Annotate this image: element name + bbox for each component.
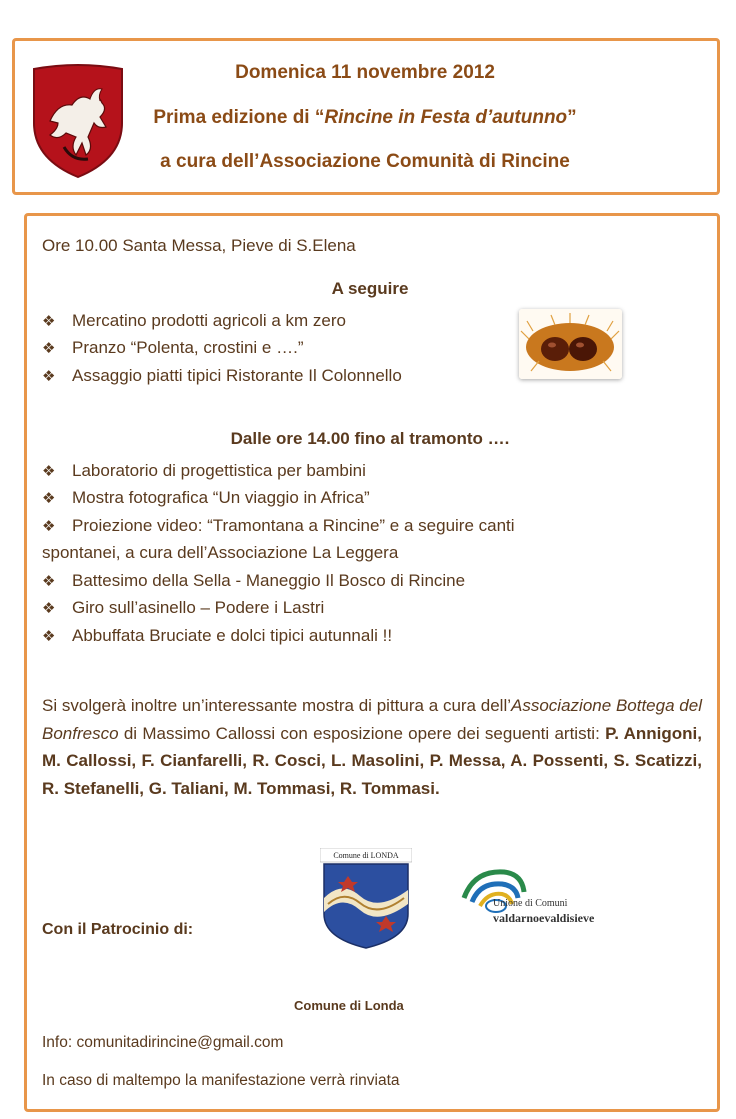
chestnut-photo — [519, 309, 622, 379]
afternoon-title: Dalle ore 14.00 fino al tramonto …. — [230, 429, 510, 448]
list-item: ❖ Mostra fotografica “Un viaggio in Africa” — [42, 488, 370, 507]
event-title — [100, 107, 630, 129]
londa-crest-icon — [320, 848, 412, 950]
list-item: ❖ Laboratorio di progettistica per bambini — [42, 461, 366, 480]
bullet-diamond-icon: ❖ — [42, 340, 56, 357]
exhibit-association: Associazione Bottega del Bonfresco — [42, 696, 702, 743]
unione-line1: Unione di Comuni — [493, 898, 568, 909]
weather-notice: In caso di maltempo la manifestazione verrà rinviata — [42, 1072, 400, 1089]
bullet-diamond-icon: ❖ — [42, 368, 56, 385]
list-item: ❖ Assaggio piatti tipici Ristorante Il Colonnello — [42, 366, 402, 385]
list-item: ❖ Proiezione video: “Tramontana a Rincine” e a seguire canti — [42, 516, 515, 535]
list-item: ❖ Pranzo “Polenta, crostini e ….” — [42, 338, 304, 357]
bullet-diamond-icon: ❖ — [42, 313, 56, 330]
following-title: A seguire — [331, 279, 409, 298]
list-item: ❖ Battesimo della Sella - Maneggio Il Bosco di Rincine — [42, 571, 466, 590]
bullet-diamond-icon: ❖ — [42, 600, 56, 617]
list-item: ❖ Mercatino prodotti agricoli a km zero — [42, 311, 347, 330]
event-date: Domenica 11 novembre 2012 — [235, 62, 495, 83]
bullet-diamond-icon: ❖ — [42, 518, 56, 535]
info-email[interactable]: Info: comunitadirincine@gmail.com — [42, 1034, 284, 1051]
event-title-prefix: Prima edizione di “ — [153, 107, 325, 128]
unione-line2: valdarnoevaldisieve — [493, 911, 595, 925]
bullet-diamond-icon: ❖ — [42, 490, 56, 507]
mass-line: Ore 10.00 Santa Messa, Pieve di S.Elena — [42, 236, 356, 255]
bullet-diamond-icon: ❖ — [42, 573, 56, 590]
event-title-italic: Rincine in Festa d’autunno — [324, 107, 568, 128]
londa-crest-label: Comune di LONDA — [333, 851, 399, 860]
event-title-suffix: ” — [567, 107, 577, 128]
event-organizer: a cura dell’Associazione Comunità di Rincine — [160, 151, 570, 172]
list-item: ❖ Giro sull’asinello – Podere i Lastri — [42, 598, 325, 617]
londa-caption: Comune di Londa — [294, 998, 404, 1013]
bullet-diamond-icon: ❖ — [42, 463, 56, 480]
exhibit-paragraph: Si svolgerà inoltre un’interessante mostra di pittura a cura dell’Associazione Bottega del Bonfresco di Massimo Callossi con esposizione opere dei seguenti artisti: P. Annigoni, M. Callossi, F. Cianfarelli, R. Cosci, L. Masolini, P. Messa, A. Possenti, S. Scatizzi, R. Stefanelli, G. Taliani, M. Tommasi, R. Tommasi. — [42, 696, 702, 798]
patronage-label: Con il Patrocinio di: — [42, 921, 194, 938]
exhibit-artists: P. Annigoni, M. Callossi, F. Cianfarelli, R. Cosci, L. Masolini, P. Messa, A. Possenti, S. Scatizzi, R. Stefanelli, G. Taliani, M. Tommasi, R. Tommasi. — [42, 723, 702, 798]
list-item: ❖ Abbuffata Bruciate e dolci tipici autunnali !! — [42, 626, 393, 645]
bullet-diamond-icon: ❖ — [42, 628, 56, 645]
list-item-continuation: spontanei, a cura dell’Associazione La Leggera — [42, 543, 399, 562]
